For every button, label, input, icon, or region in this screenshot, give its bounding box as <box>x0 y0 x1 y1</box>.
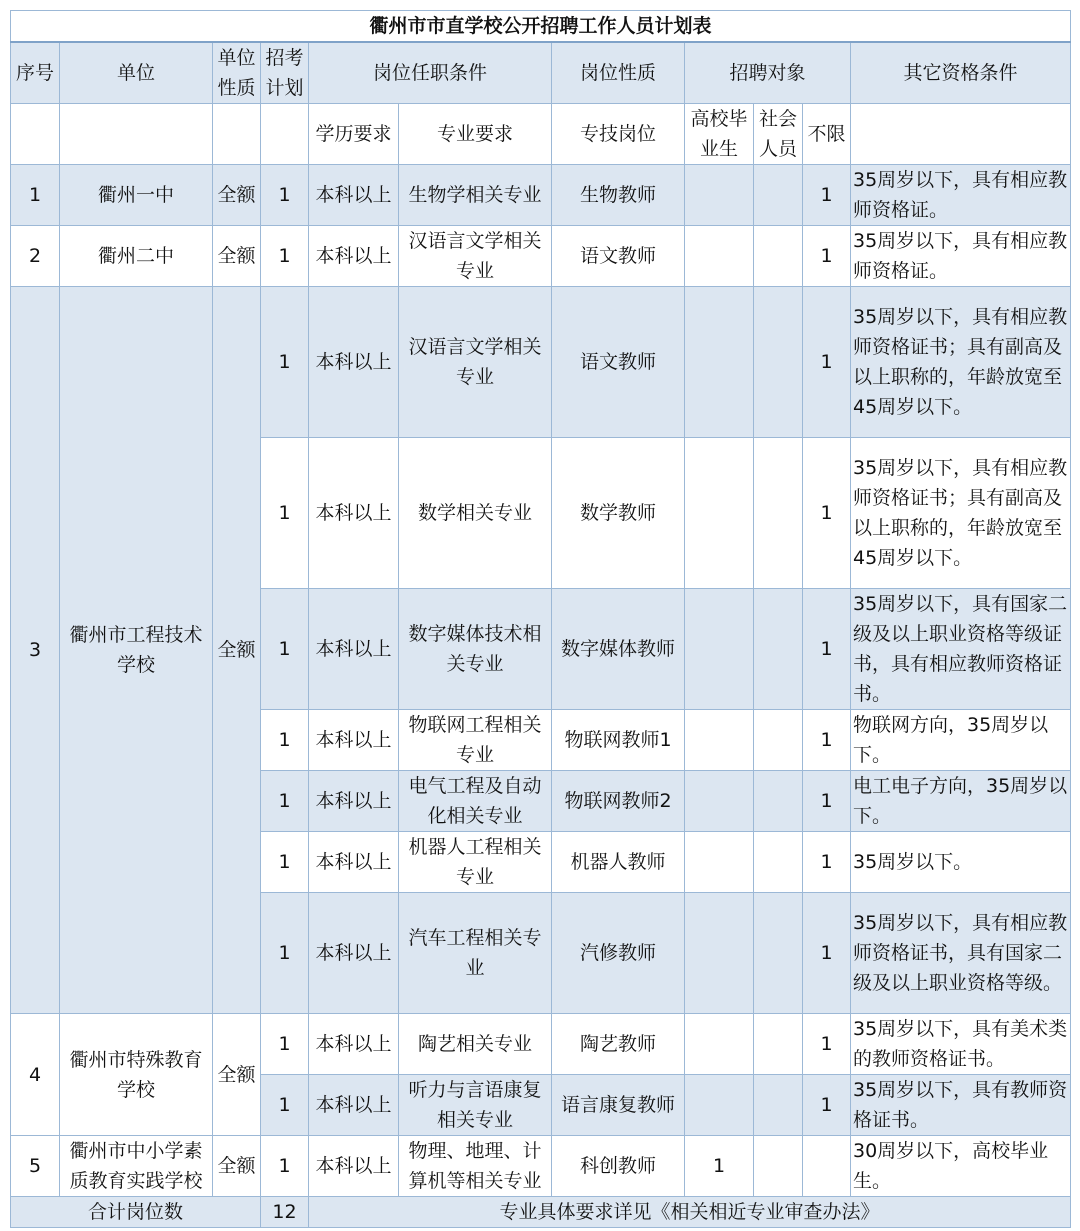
cell-seq: 2 <box>11 226 60 287</box>
cell-major: 数字媒体技术相关专业 <box>399 589 552 710</box>
cell-plan: 1 <box>261 165 309 226</box>
cell-other: 35周岁以下，具有相应教师资格证。 <box>851 165 1071 226</box>
cell-unlimited: 1 <box>803 710 851 771</box>
cell-unit: 衢州市中小学素质教育实践学校 <box>60 1136 213 1197</box>
cell-major: 汉语言文学相关专业 <box>399 226 552 287</box>
cell-post: 数学教师 <box>552 438 685 589</box>
cell-plan: 1 <box>261 771 309 832</box>
cell-unlimited: 1 <box>803 832 851 893</box>
cell-post: 物联网教师1 <box>552 710 685 771</box>
cell-plan: 1 <box>261 710 309 771</box>
table-row <box>11 226 1071 287</box>
footer-note: 专业具体要求详见《相关相近专业审查办法》 <box>309 1197 1071 1228</box>
cell-seq: 4 <box>11 1014 60 1136</box>
cell-unit: 衢州二中 <box>60 226 213 287</box>
cell-unit: 衢州市特殊教育学校 <box>60 1014 213 1136</box>
cell-other: 35周岁以下，具有相应教师资格证书；具有副高及以上职称的，年龄放宽至45周岁以下。 <box>851 287 1071 438</box>
cell-graduate <box>685 226 754 287</box>
cell-unlimited: 1 <box>803 438 851 589</box>
cell-post: 语文教师 <box>552 287 685 438</box>
table-row <box>11 287 1071 438</box>
cell-education: 本科以上 <box>309 589 399 710</box>
cell-unit-nature: 全额 <box>213 1014 261 1136</box>
cell-plan: 1 <box>261 1136 309 1197</box>
cell-unlimited: 1 <box>803 1014 851 1075</box>
cell-post: 语言康复教师 <box>552 1075 685 1136</box>
cell-post: 数字媒体教师 <box>552 589 685 710</box>
cell-major: 物理、地理、计算机等相关专业 <box>399 1136 552 1197</box>
total-value: 12 <box>261 1197 309 1228</box>
cell-social <box>754 438 803 589</box>
cell-major: 电气工程及自动化相关专业 <box>399 771 552 832</box>
cell-unit: 衢州市工程技术学校 <box>60 287 213 1014</box>
subheader-empty <box>851 104 1071 165</box>
subheader-unlimited: 不限 <box>803 104 851 165</box>
cell-unit-nature: 全额 <box>213 287 261 1014</box>
cell-education: 本科以上 <box>309 165 399 226</box>
cell-major: 数学相关专业 <box>399 438 552 589</box>
cell-graduate <box>685 165 754 226</box>
cell-plan: 1 <box>261 589 309 710</box>
subheader-post-type: 专技岗位 <box>552 104 685 165</box>
cell-other: 35周岁以下，具有美术类的教师资格证书。 <box>851 1014 1071 1075</box>
cell-post: 语文教师 <box>552 226 685 287</box>
cell-social <box>754 771 803 832</box>
cell-post: 陶艺教师 <box>552 1014 685 1075</box>
recruitment-plan-table <box>10 10 1071 1228</box>
cell-education: 本科以上 <box>309 1075 399 1136</box>
cell-plan: 1 <box>261 893 309 1014</box>
cell-plan: 1 <box>261 287 309 438</box>
cell-other: 35周岁以下，具有相应教师资格证书；具有副高及以上职称的，年龄放宽至45周岁以下。 <box>851 438 1071 589</box>
cell-education: 本科以上 <box>309 1136 399 1197</box>
subheader-education: 学历要求 <box>309 104 399 165</box>
cell-graduate <box>685 1075 754 1136</box>
cell-unit-nature: 全额 <box>213 226 261 287</box>
table-row <box>11 165 1071 226</box>
header-other: 其它资格条件 <box>851 42 1071 104</box>
cell-unlimited: 1 <box>803 771 851 832</box>
cell-plan: 1 <box>261 1014 309 1075</box>
cell-other: 35周岁以下，具有教师资格证书。 <box>851 1075 1071 1136</box>
subheader-social: 社会人员 <box>754 104 803 165</box>
total-label: 合计岗位数 <box>11 1197 261 1228</box>
cell-social <box>754 1136 803 1197</box>
subheader-empty <box>11 104 60 165</box>
cell-graduate <box>685 893 754 1014</box>
cell-major: 生物学相关专业 <box>399 165 552 226</box>
cell-major: 汽车工程相关专业 <box>399 893 552 1014</box>
subheader-major: 专业要求 <box>399 104 552 165</box>
cell-major: 听力与言语康复相关专业 <box>399 1075 552 1136</box>
cell-plan: 1 <box>261 226 309 287</box>
cell-graduate <box>685 287 754 438</box>
cell-education: 本科以上 <box>309 1014 399 1075</box>
subheader-empty <box>213 104 261 165</box>
cell-education: 本科以上 <box>309 226 399 287</box>
cell-other: 物联网方向，35周岁以下。 <box>851 710 1071 771</box>
table-row <box>11 1014 1071 1075</box>
cell-social <box>754 832 803 893</box>
cell-unlimited: 1 <box>803 1075 851 1136</box>
cell-social <box>754 1014 803 1075</box>
cell-other: 35周岁以下，具有相应教师资格证。 <box>851 226 1071 287</box>
cell-social <box>754 165 803 226</box>
cell-post: 汽修教师 <box>552 893 685 1014</box>
cell-seq: 3 <box>11 287 60 1014</box>
cell-unit-nature: 全额 <box>213 1136 261 1197</box>
cell-graduate <box>685 589 754 710</box>
cell-graduate <box>685 832 754 893</box>
cell-post: 科创教师 <box>552 1136 685 1197</box>
cell-post: 物联网教师2 <box>552 771 685 832</box>
cell-seq: 1 <box>11 165 60 226</box>
cell-education: 本科以上 <box>309 710 399 771</box>
cell-major: 物联网工程相关专业 <box>399 710 552 771</box>
cell-major: 机器人工程相关专业 <box>399 832 552 893</box>
header-unit: 单位 <box>60 42 213 104</box>
cell-graduate <box>685 710 754 771</box>
cell-post: 生物教师 <box>552 165 685 226</box>
cell-unlimited: 1 <box>803 226 851 287</box>
cell-plan: 1 <box>261 438 309 589</box>
cell-graduate: 1 <box>685 1136 754 1197</box>
cell-seq: 5 <box>11 1136 60 1197</box>
subheader-empty <box>60 104 213 165</box>
header-unit-nature: 单位性质 <box>213 42 261 104</box>
subheader-empty <box>261 104 309 165</box>
cell-unit-nature: 全额 <box>213 165 261 226</box>
cell-other: 30周岁以下，高校毕业生。 <box>851 1136 1071 1197</box>
header-conditions: 岗位任职条件 <box>309 42 552 104</box>
cell-graduate <box>685 438 754 589</box>
cell-education: 本科以上 <box>309 832 399 893</box>
cell-education: 本科以上 <box>309 771 399 832</box>
cell-major: 汉语言文学相关专业 <box>399 287 552 438</box>
cell-other: 35周岁以下，具有国家二级及以上职业资格等级证书，具有相应教师资格证书。 <box>851 589 1071 710</box>
cell-graduate <box>685 771 754 832</box>
cell-social <box>754 287 803 438</box>
cell-social <box>754 1075 803 1136</box>
cell-unlimited: 1 <box>803 589 851 710</box>
cell-unit: 衢州一中 <box>60 165 213 226</box>
table-title: 衢州市市直学校公开招聘工作人员计划表 <box>11 11 1071 43</box>
cell-post: 机器人教师 <box>552 832 685 893</box>
cell-other: 电工电子方向，35周岁以下。 <box>851 771 1071 832</box>
cell-other: 35周岁以下，具有相应教师资格证书，具有国家二级及以上职业资格等级。 <box>851 893 1071 1014</box>
header-post-nature: 岗位性质 <box>552 42 685 104</box>
cell-unlimited: 1 <box>803 165 851 226</box>
cell-unlimited: 1 <box>803 287 851 438</box>
cell-social <box>754 893 803 1014</box>
cell-unlimited <box>803 1136 851 1197</box>
header-plan: 招考计划 <box>261 42 309 104</box>
cell-social <box>754 710 803 771</box>
cell-education: 本科以上 <box>309 287 399 438</box>
cell-graduate <box>685 1014 754 1075</box>
cell-social <box>754 589 803 710</box>
cell-unlimited: 1 <box>803 893 851 1014</box>
cell-social <box>754 226 803 287</box>
cell-other: 35周岁以下。 <box>851 832 1071 893</box>
cell-education: 本科以上 <box>309 893 399 1014</box>
subheader-graduate: 高校毕业生 <box>685 104 754 165</box>
cell-education: 本科以上 <box>309 438 399 589</box>
cell-plan: 1 <box>261 1075 309 1136</box>
header-target: 招聘对象 <box>685 42 851 104</box>
cell-plan: 1 <box>261 832 309 893</box>
header-seq: 序号 <box>11 42 60 104</box>
table-row <box>11 1136 1071 1197</box>
cell-major: 陶艺相关专业 <box>399 1014 552 1075</box>
total-row <box>11 1197 1071 1228</box>
